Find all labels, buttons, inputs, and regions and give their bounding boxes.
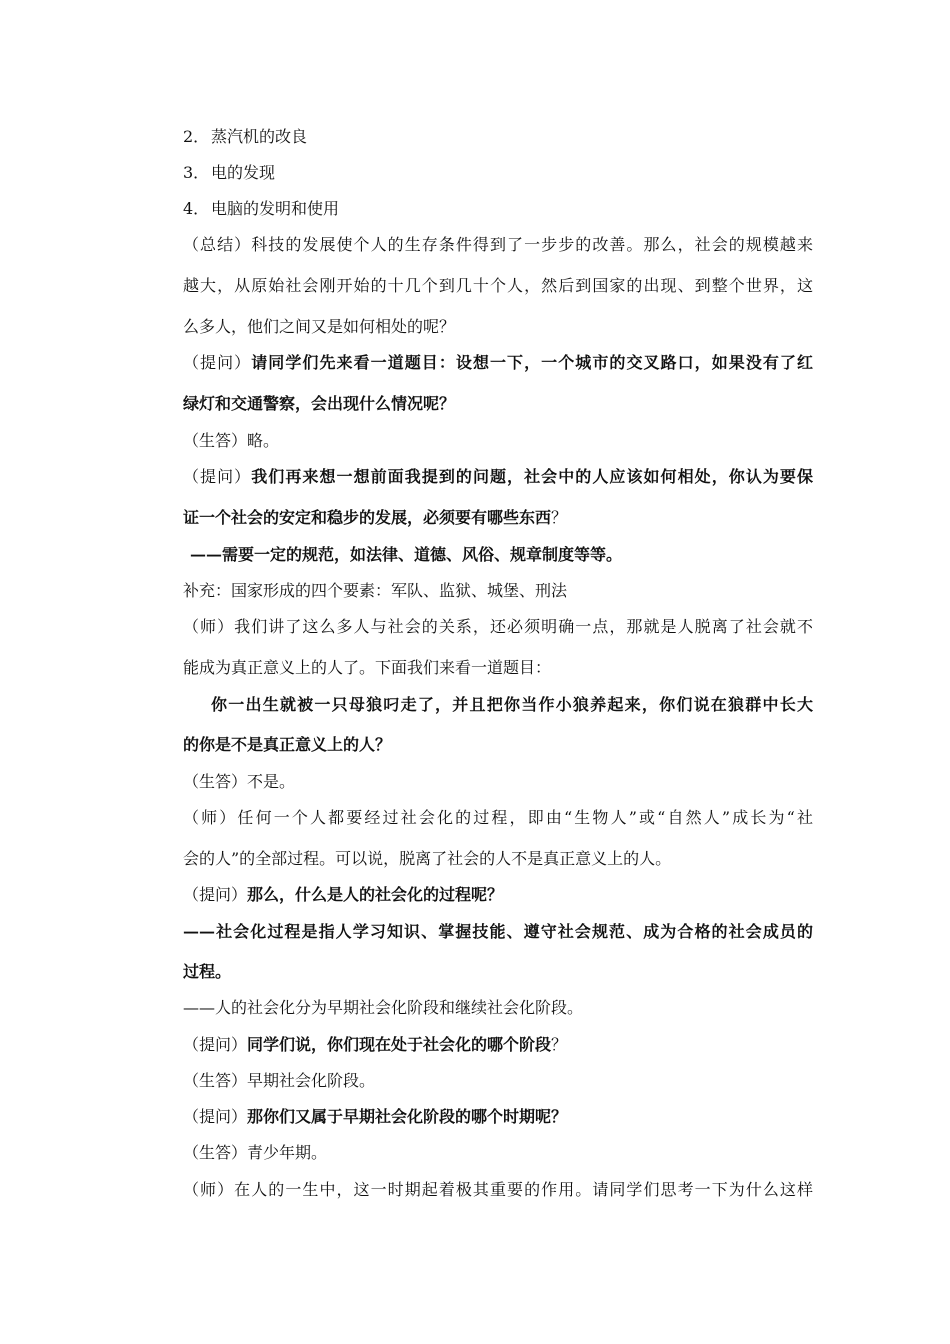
wolf-question-line-2: 的你是不是真正意义上的人？ (183, 735, 392, 754)
list-text: 电的发现 (211, 163, 276, 182)
question-text: 那你们又属于早期社会化阶段的哪个时期呢？ (247, 1107, 568, 1126)
list-number: 4． (183, 199, 210, 218)
question-1-line-2: 绿灯和交通警察，会出现什么情况呢？ (183, 394, 456, 413)
question-2-line-1 (183, 466, 813, 488)
answer-1: （生答）略。 (183, 431, 280, 450)
question-mark: ？ (551, 1035, 568, 1054)
teacher-2-line-1: （师）任何一个人都要经过社会化的过程，即由“生物人”或“自然人”成长为“社 (183, 808, 813, 827)
teacher-3-line: （师）在人的一生中，这一时期起着极其重要的作用。请同学们思考一下为什么这样 (183, 1180, 813, 1199)
list-number: 2． (183, 127, 210, 146)
teacher-2-line-2: 会的人”的全部过程。可以说，脱离了社会的人不是真正意义上的人。 (183, 849, 672, 868)
question-mark: ？ (551, 508, 568, 527)
supplement-line: 补充：国家形成的四个要素：军队、监狱、城堡、刑法 (183, 581, 568, 600)
question-1-line-1 (183, 352, 813, 374)
question-2-line-2 (183, 507, 813, 529)
question-text: 同学们说，你们现在处于社会化的哪个阶段 (247, 1035, 552, 1054)
teacher-1-line-2: 能成为真正意义上的人了。下面我们来看一道题目： (183, 658, 552, 677)
speaker-label: （提问） (183, 1035, 248, 1054)
question-3 (183, 884, 813, 906)
summary-line-1: （总结）科技的发展使个人的生存条件得到了一步步的改善。那么，社会的规模越来 (183, 235, 813, 254)
list-item (183, 198, 813, 220)
question-text: 请同学们先来看一道题目：设想一下，一个城市的交叉路口，如果没有了红 (251, 353, 813, 372)
list-item (183, 126, 813, 148)
teacher-1-line-1: （师）我们讲了这么多人与社会的关系，还必须明确一点，那就是人脱离了社会就不 (183, 617, 813, 636)
speaker-label: （提问） (183, 1107, 248, 1126)
norms-line: ——需要一定的规范，如法律、道德、风俗、规章制度等等。 (190, 545, 623, 564)
answer-4: （生答）青少年期。 (183, 1143, 328, 1162)
speaker-label: （提问） (183, 885, 248, 904)
question-text: 那么，什么是人的社会化的过程呢？ (247, 885, 504, 904)
question-4 (183, 1034, 813, 1056)
list-number: 3． (183, 163, 210, 182)
speaker-label: （提问） (183, 353, 252, 372)
answer-2: （生答）不是。 (183, 772, 296, 791)
list-text: 蒸汽机的改良 (211, 127, 308, 146)
answer-3: （生答）早期社会化阶段。 (183, 1071, 376, 1090)
definition-line-2: 过程。 (183, 962, 232, 981)
definition-line-1: ——社会化过程是指人学习知识、掌握技能、遵守社会规范、成为合格的社会成员的 (183, 922, 813, 941)
speaker-label: （提问） (183, 467, 252, 486)
question-text: 证一个社会的安定和稳步的发展，必须要有哪些东西 (183, 508, 552, 527)
summary-line-2: 越大，从原始社会刚开始的十几个到几十个人，然后到国家的出现、到整个世界，这 (183, 276, 813, 295)
question-text: 我们再来想一想前面我提到的问题，社会中的人应该如何相处，你认为要保 (251, 467, 813, 486)
list-item (183, 162, 813, 184)
stages-line: ——人的社会化分为早期社会化阶段和继续社会化阶段。 (183, 998, 584, 1017)
summary-line-3: 么多人，他们之间又是如何相处的呢？ (183, 317, 456, 336)
question-5 (183, 1106, 813, 1128)
wolf-question-line-1: 你一出生就被一只母狼叼走了，并且把你当作小狼养起来，你们说在狼群中长大 (211, 695, 813, 714)
list-text: 电脑的发明和使用 (211, 199, 340, 218)
